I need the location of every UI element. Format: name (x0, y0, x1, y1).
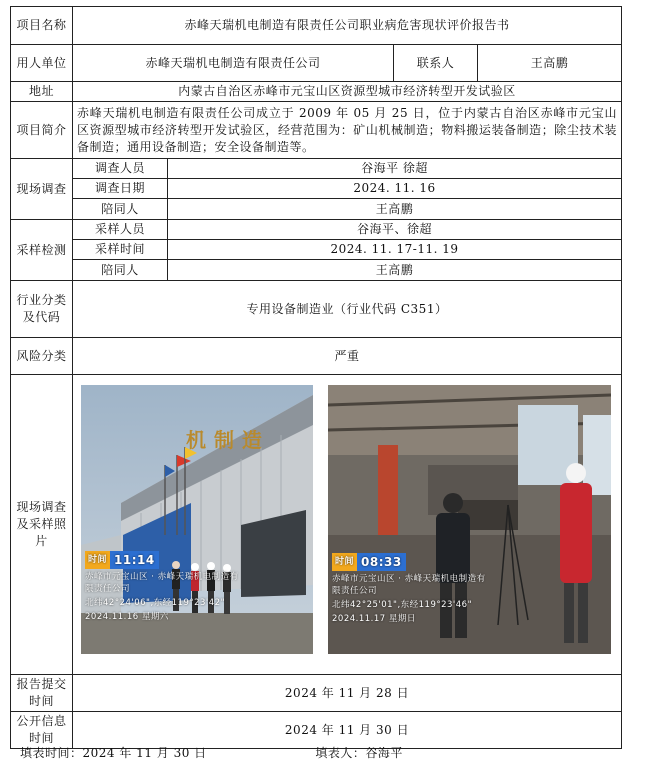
project-name-label: 项目名称 (11, 7, 73, 45)
sampling-value: 谷海平、徐超 (168, 220, 622, 240)
sampling-key: 陪同人 (73, 260, 168, 281)
employer-label: 用人单位 (11, 45, 73, 82)
publish-value: 2024 年 11 月 30 日 (73, 712, 622, 749)
site-photo-workshop (328, 385, 611, 654)
photo2-date: 2024.11.17 星期日 (332, 614, 416, 624)
photo2-coords: 北纬42°25'01",东经119°23'46" (332, 600, 472, 610)
filler-value: 谷海平 (365, 746, 403, 760)
site-photo-exterior (81, 385, 313, 654)
industry-label: 行业分类及代码 (11, 281, 73, 338)
profile-label: 项目简介 (11, 102, 73, 159)
sampling-row-2 (11, 240, 622, 260)
photo2-time: 08:33 (357, 553, 406, 571)
sampling-row-3 (11, 260, 622, 281)
survey-key: 陪同人 (73, 199, 168, 220)
risk-label: 风险分类 (11, 338, 73, 375)
sampling-key: 采样人员 (73, 220, 168, 240)
sampling-value: 2024. 11. 17-11. 19 (168, 240, 622, 260)
risk-value: 严重 (73, 338, 622, 375)
address-value: 内蒙古自治区赤峰市元宝山区资源型城市经济转型开发试验区 (73, 82, 622, 102)
contact-label: 联系人 (394, 45, 478, 82)
photo2-watermark (332, 553, 492, 625)
form-footer (20, 744, 403, 761)
survey-row-1 (11, 159, 622, 179)
factory-sign-text: 机 制 造 (186, 428, 263, 452)
photo2-time-label: 时间 (332, 553, 357, 571)
row-profile (11, 102, 622, 159)
row-project-name (11, 7, 622, 45)
publish-label: 公开信息时间 (11, 712, 73, 749)
fill-time-label: 填表时间： (20, 746, 83, 760)
row-photos (11, 375, 622, 675)
industry-value: 专用设备制造业（行业代码 C351） (73, 281, 622, 338)
contact-value: 王高鹏 (478, 45, 622, 82)
photo1-date: 2024.11.16 星期六 (85, 612, 169, 622)
survey-key: 调查日期 (73, 179, 168, 199)
project-name-value: 赤峰天瑞机电制造有限责任公司职业病危害现状评价报告书 (73, 7, 622, 45)
photo1-watermark (85, 551, 245, 623)
address-label: 地址 (11, 82, 73, 102)
sampling-key: 采样时间 (73, 240, 168, 260)
photo1-coords: 北纬42°24'06",东经119°23'42" (85, 598, 225, 608)
survey-key: 调查人员 (73, 159, 168, 179)
row-risk (11, 338, 622, 375)
row-publish (11, 712, 622, 749)
sampling-label: 采样检测 (11, 220, 73, 281)
employer-value: 赤峰天瑞机电制造有限责任公司 (73, 45, 394, 82)
survey-value: 王高鹏 (168, 199, 622, 220)
fill-time-value: 2024 年 11 月 30 日 (82, 746, 207, 760)
row-employer (11, 45, 622, 82)
row-address (11, 82, 622, 102)
photos-cell (73, 375, 622, 675)
photos-label: 现场调查及采样照片 (11, 375, 73, 675)
photo2-location: 赤峰市元宝山区 · 赤峰天瑞机电制造有限责任公司 (332, 574, 486, 596)
row-submit (11, 675, 622, 712)
survey-row-3 (11, 199, 622, 220)
filler-label: 填表人： (315, 746, 366, 760)
sampling-value: 王高鹏 (168, 260, 622, 281)
survey-value: 谷海平 徐超 (168, 159, 622, 179)
survey-label: 现场调查 (11, 159, 73, 220)
report-table (10, 6, 622, 749)
sampling-row-1 (11, 220, 622, 240)
survey-value: 2024. 11. 16 (168, 179, 622, 199)
photo1-location: 赤峰市元宝山区 · 赤峰天瑞机电制造有限责任公司 (85, 572, 239, 594)
photo1-time: 11:14 (110, 551, 159, 569)
submit-value: 2024 年 11 月 28 日 (73, 675, 622, 712)
row-industry (11, 281, 622, 338)
profile-value: 赤峰天瑞机电制造有限责任公司成立于 2009 年 05 月 25 日，位于内蒙古自治区赤峰市元宝山区资源型城市经济转型开发试验区，经营范围为：矿山机械制造；物料搬运装备制造；除尘技术装备制造；通用设备制造；安全设备制造等。 (73, 102, 622, 159)
survey-row-2 (11, 179, 622, 199)
photo1-time-label: 时间 (85, 551, 110, 569)
submit-label: 报告提交时间 (11, 675, 73, 712)
